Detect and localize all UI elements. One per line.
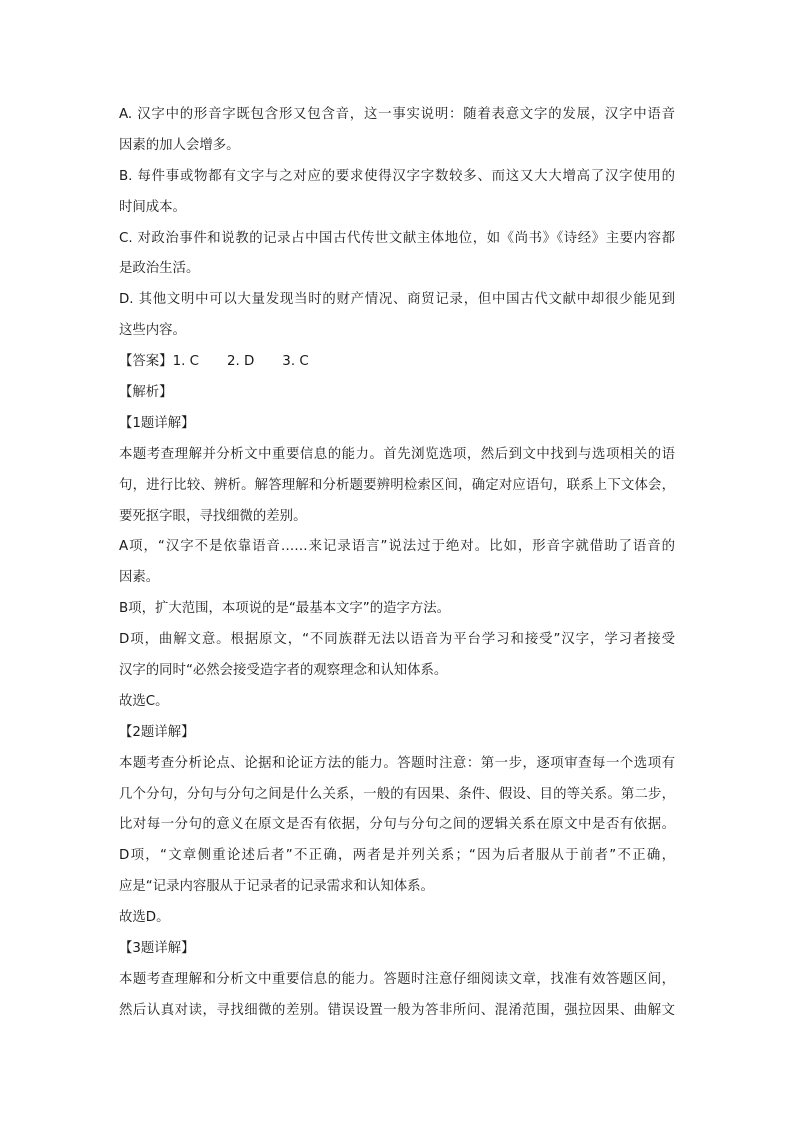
q3-line: 本题考查理解和分析文中重要信息的能力。答题时注意仔细阅读文章，找准有效答题区间，: [119, 971, 675, 987]
q1-line: 要死抠字眼，寻找细微的差别。: [119, 508, 307, 524]
q1-line: 因素。: [119, 570, 160, 586]
document-page: [119, 100, 675, 1027]
q1-heading: 【1题详解】: [119, 415, 195, 431]
q1-line: 本题考查理解并分析文中重要信息的能力。首先浏览选项，然后到文中找到与选项相关的语: [119, 446, 675, 462]
q2-line: 故选D。: [119, 910, 170, 926]
answer-line: [119, 347, 675, 378]
q1-line: 句，进行比较、辨析。解答理解和分析题要辨明检索区间，确定对应语句，联系上下文体会，: [119, 477, 675, 493]
answer-label: 【答案】: [119, 354, 173, 370]
option-a-line-1: A. 汉字中的形音字既包含形又包含音，这一事实说明：随着表意文字的发展，汉字中语音: [119, 107, 675, 122]
option-d-line-2: 这些内容。: [119, 323, 186, 339]
q2-line: 本题考查分析论点、论据和论证方法的能力。答题时注意：第一步，逐项审查每一个选项有: [119, 755, 675, 771]
q1-line: 汉字的同时“必然会接受造字者的观察理念和认知体系。: [119, 663, 448, 679]
q3-heading: 【3题详解】: [119, 941, 195, 957]
option-b-line-1: B. 每件事或物都有文字与之对应的要求使得汉字字数较多、而这又大大增高了汉字使用的: [119, 168, 675, 184]
answer-item-1: 1. C: [172, 354, 199, 370]
option-d-line-1: D. 其他文明中可以大量发现当时的财产情况、商贸记录，但中国古代文献中却很少能见到: [119, 292, 675, 308]
answer-item-3: 3. C: [282, 354, 309, 370]
q1-line: B项，扩大范围，本项说的是“最基本文字”的造字方法。: [119, 601, 451, 617]
analysis-label: 【解析】: [119, 385, 173, 401]
q2-line: 几个分句，分句与分句之间是什么关系，一般的有因果、条件、假设、目的等关系。第二步，: [119, 786, 675, 802]
q2-heading: 【2题详解】: [119, 724, 195, 740]
q2-line: 比对每一分句的意义在原文是否有依据，分句与分句之间的逻辑关系在原文中是否有依据。: [119, 817, 675, 833]
q2-line: 应是“记录内容服从于记录者的记录需求和认知体系。: [119, 879, 434, 895]
q2-line: D项，“文章侧重论述后者”不正确，两者是并列关系；“因为后者服从于前者”不正确，: [119, 848, 675, 864]
q3-line: 然后认真对读，寻找细微的差别。错误设置一般为答非所问、混淆范围，强拉因果、曲解文: [119, 1002, 675, 1018]
option-b-line-2: 时间成本。: [119, 199, 186, 215]
option-a-line-2: 因素的加人会增多。: [119, 137, 240, 153]
q1-line: D项，曲解文意。根据原文，“不同族群无法以语音为平台学习和接受”汉字，学习者接受: [119, 632, 675, 648]
option-c-line-1: C. 对政治事件和说教的记录占中国古代传世文献主体地位，如《尚书》《诗经》主要内容都: [119, 230, 675, 246]
answer-item-2: 2. D: [226, 354, 255, 370]
option-c-line-2: 是政治生活。: [119, 261, 200, 277]
q1-line: 故选C。: [119, 693, 169, 709]
q1-line: A项，“汉字不是依靠语音……来记录语言”说法过于绝对。比如，形音字就借助了语音的: [119, 539, 675, 555]
